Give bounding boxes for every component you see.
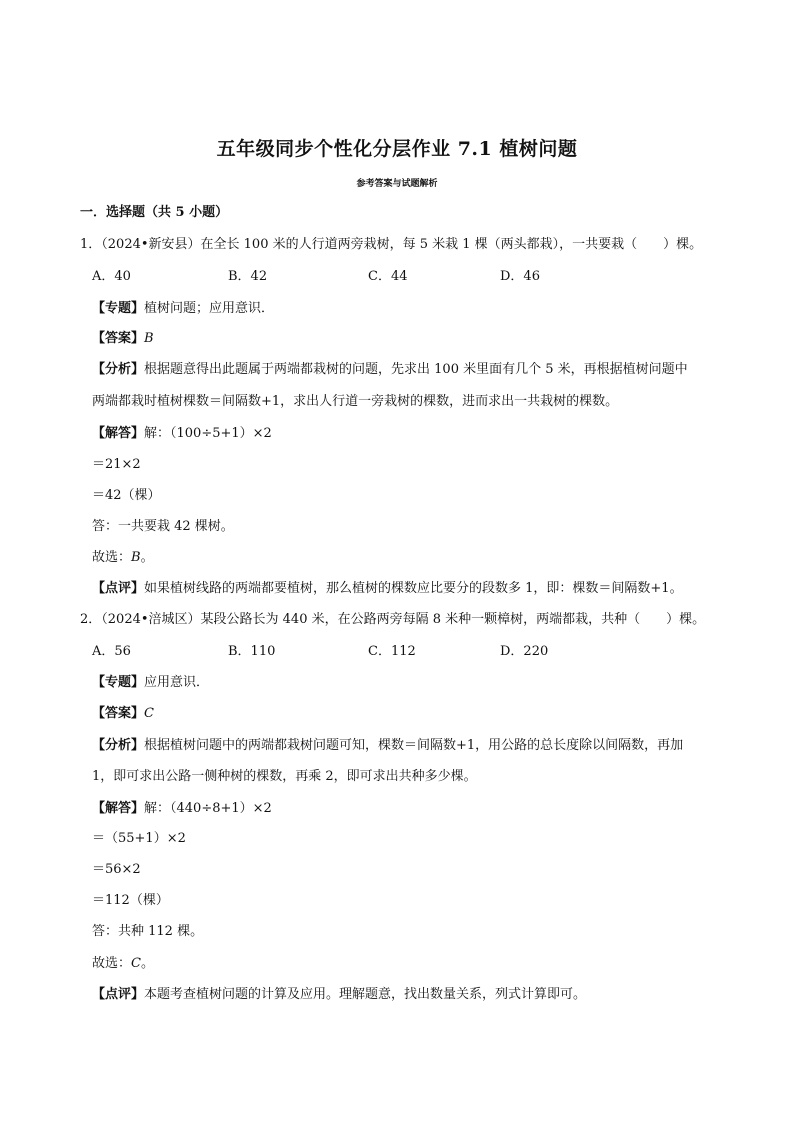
q2-step-1: ＝（55+1）×2	[92, 831, 186, 846]
q1-dianping-text: 如果植树线路的两端都要植树，那么植树的棵数应比要分的段数多 1，即：棵数＝间隔数+1。	[144, 581, 683, 596]
q1-jieda	[92, 425, 272, 443]
q2-step-3: ＝112（棵）	[92, 893, 169, 908]
q2-guxuan	[92, 955, 154, 973]
q2-guxuan-suffix: 。	[140, 956, 154, 971]
zhuanti-tag: 【专题】	[92, 301, 145, 316]
q1-option-b: B．42	[228, 269, 268, 284]
q2-dianping-text: 本题考查植树问题的计算及应用。理解题意，找出数量关系，列式计算即可。	[144, 987, 587, 1002]
q2-option-d: D．220	[500, 644, 549, 659]
q2-answer-letter: C	[144, 706, 154, 721]
q2-answer	[92, 705, 154, 723]
q2-jieda-line1: 解：（440÷8+1）×2	[144, 801, 272, 816]
fenxi-tag: 【分析】	[92, 362, 145, 377]
q2-fenxi-line1: 根据植树问题中的两端都栽树问题可知，棵数＝间隔数+1，用公路的总长度除以间隔数，再加	[144, 738, 684, 753]
q2-step-2: ＝56×2	[92, 862, 141, 877]
q2-stem: 2．（2024•涪城区）某段公路长为 440 米，在公路两旁每隔 8 米种一颗樟树，两端都栽，共种（ ）棵。	[80, 612, 706, 627]
q1-step-1: ＝21×2	[92, 457, 141, 472]
q1-option-a: A．40	[92, 269, 131, 284]
q2-jieda	[92, 800, 272, 818]
q1-fenxi-line1: 根据题意得出此题属于两端都栽树的问题，先求出 100 米里面有几个 5 米，再根据植树问题中	[144, 362, 688, 377]
q1-answer-letter: B	[144, 331, 154, 346]
page-subtitle: 参考答案与试题解析	[356, 179, 438, 189]
q1-guxuan-letter: B	[131, 550, 141, 565]
q2-dianping	[92, 986, 586, 1004]
q1-guxuan-suffix: 。	[140, 550, 154, 565]
q2-fenxi-line2: 1，即可求出公路一侧种树的棵数，再乘 2，即可求出共种多少棵。	[92, 769, 477, 784]
answer-tag: 【答案】	[92, 331, 145, 346]
q2-fenxi	[92, 737, 683, 755]
q1-guxuan-prefix: 故选：	[92, 550, 132, 565]
q2-step-4: 答：共种 112 棵。	[92, 924, 204, 939]
dianping-tag: 【点评】	[92, 581, 145, 596]
q1-zhuanti-text: 植树问题；应用意识．	[144, 301, 275, 316]
q2-guxuan-letter: C	[131, 956, 141, 971]
q2-option-b: B．110	[228, 644, 276, 659]
q2-zhuanti	[92, 674, 209, 692]
q1-stem: 1．（2024•新安县）在全长 100 米的人行道两旁栽树，每 5 米栽 1 棵（两头都栽），一共要栽（ ）棵。	[80, 237, 703, 252]
dianping-tag: 【点评】	[92, 987, 145, 1002]
q1-dianping	[92, 580, 683, 598]
q1-option-c: C．44	[368, 269, 408, 284]
zhuanti-tag: 【专题】	[92, 675, 145, 690]
q1-jieda-line1: 解：（100÷5+1）×2	[144, 426, 272, 441]
jieda-tag: 【解答】	[92, 426, 145, 441]
q1-option-d: D．46	[500, 269, 540, 284]
q2-option-a: A．56	[92, 644, 131, 659]
q2-guxuan-prefix: 故选：	[92, 956, 132, 971]
q1-fenxi-line2: 两端都栽时植树棵数＝间隔数+1，求出人行道一旁栽树的棵数，进而求出一共栽树的棵数。	[92, 394, 619, 409]
q1-guxuan	[92, 549, 154, 567]
q1-step-3: 答：一共要栽 42 棵树。	[92, 519, 234, 534]
q1-zhuanti	[92, 300, 274, 318]
q1-fenxi	[92, 361, 688, 379]
q2-zhuanti-text: 应用意识．	[144, 675, 210, 690]
q1-step-2: ＝42（棵）	[92, 488, 161, 503]
jieda-tag: 【解答】	[92, 801, 145, 816]
section-heading: 一．选择题（共 5 小题）	[80, 205, 229, 220]
page-title: 五年级同步个性化分层作业 7.1 植树问题	[216, 138, 578, 160]
answer-tag: 【答案】	[92, 706, 145, 721]
fenxi-tag: 【分析】	[92, 738, 145, 753]
q1-answer	[92, 330, 154, 348]
q2-option-c: C．112	[368, 644, 416, 659]
